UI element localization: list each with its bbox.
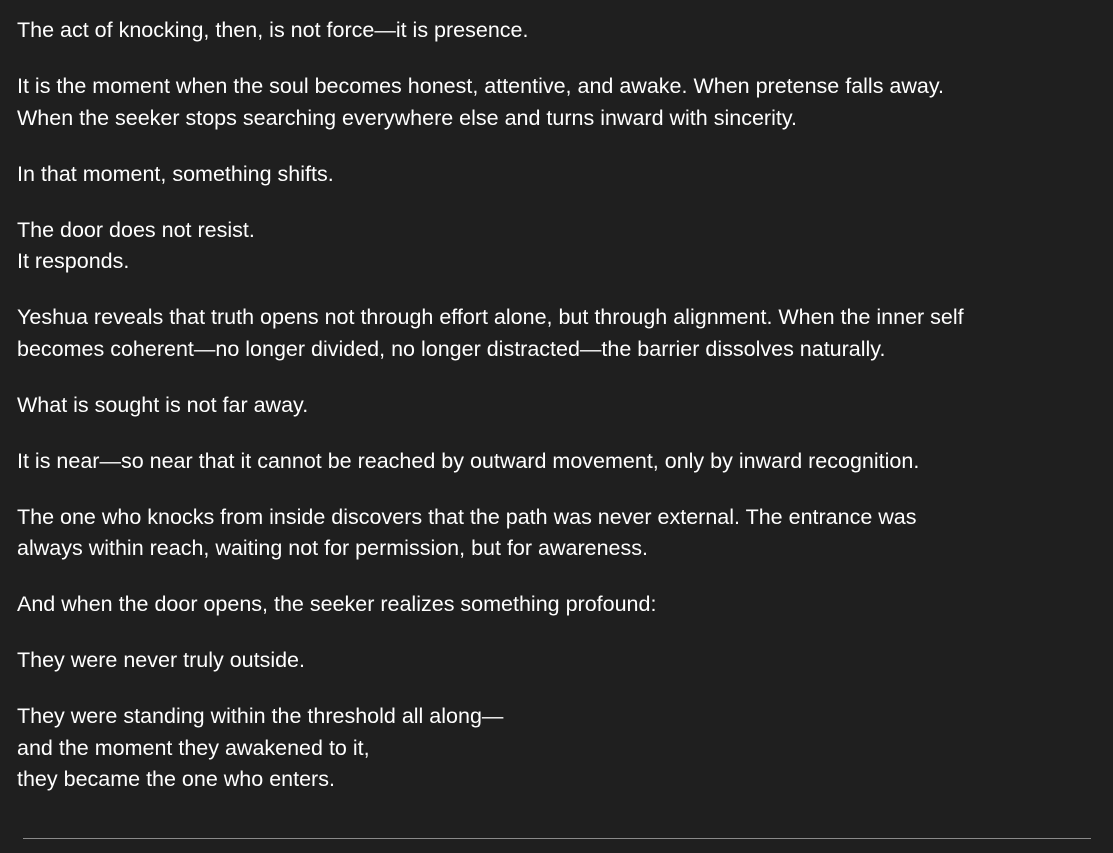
text-line: Yeshua reveals that truth opens not through effort alone, but through alignment. When the inner self [17, 305, 964, 329]
paragraph-1 [17, 15, 1097, 47]
paragraph-3 [17, 159, 1097, 191]
paragraph-7 [17, 446, 1097, 478]
text-line: When the seeker stops searching everywhere else and turns inward with sincerity. [17, 105, 797, 130]
text-line: In that moment, something shifts. [17, 161, 334, 186]
text-line: The one who knocks from inside discovers that the path was never external. The entrance was [17, 504, 917, 529]
paragraph-6 [17, 390, 1097, 422]
paragraph-9 [17, 589, 1097, 621]
text-line: always within reach, waiting not for permission, but for awareness. [17, 536, 648, 560]
text-line: What is sought is not far away. [17, 392, 309, 417]
text-line: they became the one who enters. [17, 767, 335, 791]
text-line: becomes coherent—no longer divided, no longer distracted—the barrier dissolves naturally. [17, 336, 886, 361]
article-body [17, 15, 1097, 820]
paragraph-5 [17, 302, 1097, 365]
text-line: It is the moment when the soul becomes honest, attentive, and awake. When pretense falls away. [17, 74, 944, 98]
text-line: They were standing within the threshold all along— [17, 704, 504, 728]
text-line: The door does not resist. [17, 217, 255, 242]
paragraph-11 [17, 701, 1097, 796]
text-line: And when the door opens, the seeker realizes something profound: [17, 592, 657, 616]
text-line: It responds. [17, 249, 130, 273]
horizontal-divider [23, 838, 1091, 839]
text-line: It is near—so near that it cannot be reached by outward movement, only by inward recognition. [17, 448, 920, 473]
paragraph-2 [17, 71, 1097, 134]
text-line: They were never truly outside. [17, 648, 305, 672]
paragraph-8 [17, 502, 1097, 565]
paragraph-10 [17, 645, 1097, 677]
text-line: and the moment they awakened to it, [17, 735, 370, 760]
paragraph-4 [17, 215, 1097, 278]
text-line: The act of knocking, then, is not force—it is presence. [17, 18, 529, 42]
